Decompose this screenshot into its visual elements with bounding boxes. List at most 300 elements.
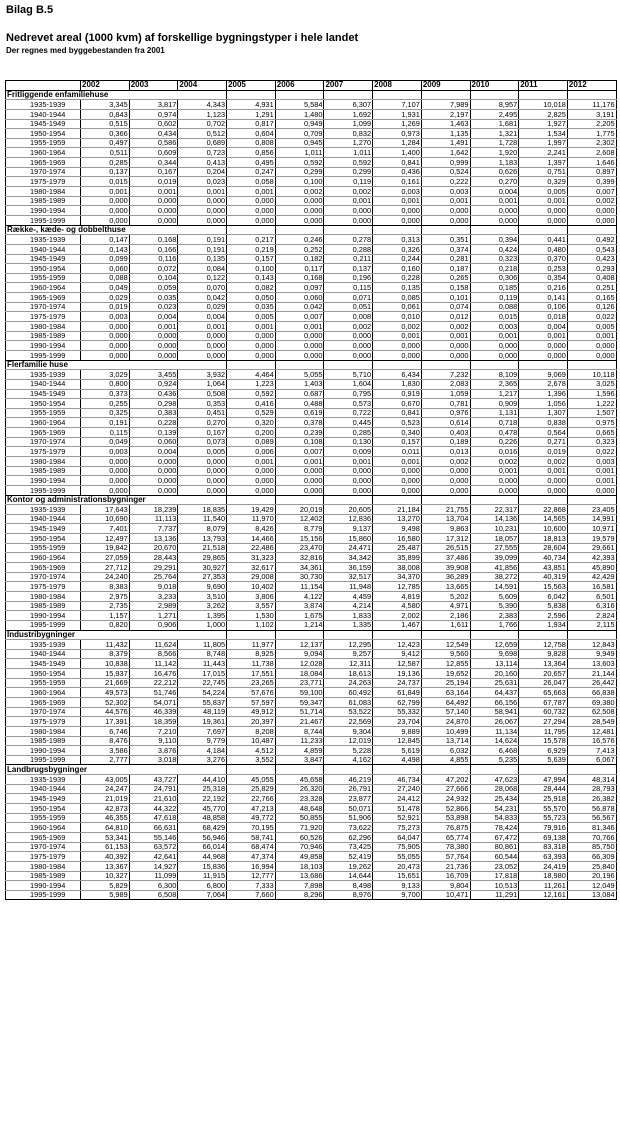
table-row [6,611,617,621]
value-cell: 29,865 [178,553,227,563]
value-cell: 5,639 [519,755,568,765]
value-cell: 46,219 [324,775,373,785]
year-header-cell: 2003 [129,81,178,91]
table-row [6,206,617,216]
value-cell: 0,000 [373,215,422,225]
value-cell: 0,060 [129,437,178,447]
value-cell: 0,168 [275,273,324,283]
value-cell: 1,642 [421,148,470,158]
value-cell: 42,429 [567,572,616,582]
value-cell: 1,056 [519,399,568,409]
value-cell: 21,184 [373,505,422,515]
value-cell: 0,060 [81,264,130,274]
value-cell: 12,019 [324,736,373,746]
value-cell: 0,000 [81,476,130,486]
data-table [5,80,617,900]
table-row [6,485,617,495]
year-header-cell: 2009 [421,81,470,91]
value-cell: 1,059 [421,389,470,399]
value-cell: 61,083 [324,698,373,708]
table-row [6,669,617,679]
value-cell: 22,486 [227,543,276,553]
value-cell: 19,361 [178,717,227,727]
value-cell: 58,941 [470,707,519,717]
value-cell: 0,000 [81,341,130,351]
period-label: 1945-1949 [6,389,81,399]
value-cell: 1,596 [567,389,616,399]
value-cell: 24,240 [81,572,130,582]
value-cell: 11,432 [81,640,130,650]
value-cell: 20,670 [129,543,178,553]
value-cell: 5,829 [81,881,130,891]
value-cell: 78,380 [421,842,470,852]
table-row [6,293,617,303]
period-label: 1990-1994 [6,881,81,891]
value-cell: 3,233 [129,591,178,601]
value-cell: 20,160 [470,669,519,679]
empty-cell [421,225,470,235]
value-cell: 0,218 [470,264,519,274]
value-cell: 24,419 [519,861,568,871]
value-cell: 2,115 [567,620,616,630]
period-label: 1960-1964 [6,823,81,833]
value-cell: 24,791 [129,784,178,794]
appendix-label: Bilag B.5 [6,4,54,16]
value-cell: 5,055 [275,370,324,380]
value-cell: 1,011 [275,148,324,158]
value-cell: 67,472 [470,832,519,842]
value-cell: 2,383 [470,611,519,621]
period-label: 1950-1954 [6,129,81,139]
value-cell: 0,204 [178,167,227,177]
empty-cell [227,630,276,640]
value-cell: 9,498 [373,524,422,534]
value-cell: 0,619 [275,408,324,418]
value-cell: 8,976 [324,890,373,900]
value-cell: 0,000 [129,476,178,486]
value-cell: 0,665 [567,428,616,438]
value-cell: 0,000 [81,196,130,206]
table-row [6,399,617,409]
empty-cell [324,630,373,640]
value-cell: 61,849 [373,688,422,698]
value-cell: 0,000 [519,485,568,495]
period-label: 1935-1939 [6,370,81,380]
period-label: 1995-1999 [6,890,81,900]
value-cell: 46,355 [81,813,130,823]
period-label: 1940-1944 [6,514,81,524]
value-cell: 0,007 [275,447,324,457]
value-cell: 11,540 [178,514,227,524]
value-cell: 0,139 [129,428,178,438]
value-cell: 2,083 [421,379,470,389]
value-cell: 11,154 [275,582,324,592]
value-cell: 0,000 [178,466,227,476]
value-cell: 0,000 [129,215,178,225]
value-cell: 64,810 [81,823,130,833]
value-cell: 0,253 [519,264,568,274]
value-cell: 0,000 [275,196,324,206]
empty-cell [470,90,519,100]
value-cell: 0,000 [373,476,422,486]
period-label: 1995-1999 [6,755,81,765]
value-cell: 0,001 [324,196,373,206]
value-cell: 0,999 [421,158,470,168]
value-cell: 47,994 [519,775,568,785]
value-cell: 66,631 [129,823,178,833]
value-cell: 0,000 [275,215,324,225]
value-cell: 5,609 [470,591,519,601]
table-row [6,804,617,814]
value-cell: 60,732 [519,707,568,717]
value-cell: 25,764 [129,572,178,582]
value-cell: 13,686 [275,871,324,881]
value-cell: 2,975 [81,591,130,601]
period-label: 1945-1949 [6,659,81,669]
value-cell: 0,285 [324,428,373,438]
value-cell: 7,333 [227,881,276,891]
period-label: 1990-1994 [6,746,81,756]
value-cell: 64,492 [421,698,470,708]
period-label: 1975-1979 [6,717,81,727]
value-cell: 0,073 [178,437,227,447]
value-cell: 6,746 [81,726,130,736]
value-cell: 0,974 [129,109,178,119]
value-cell: 1,931 [373,109,422,119]
value-cell: 0,000 [324,215,373,225]
value-cell: 0,000 [373,341,422,351]
table-row [6,784,617,794]
value-cell: 1,396 [519,389,568,399]
value-cell: 0,626 [470,167,519,177]
period-label: 1940-1944 [6,109,81,119]
value-cell: 0,001 [373,331,422,341]
value-cell: 0,004 [129,447,178,457]
value-cell: 0,119 [324,177,373,187]
value-cell: 0,187 [421,264,470,274]
value-cell: 0,354 [519,273,568,283]
value-cell: 0,592 [227,389,276,399]
value-cell: 0,191 [81,418,130,428]
value-cell: 7,064 [178,890,227,900]
value-cell: 0,099 [81,254,130,264]
value-cell: 0,117 [275,264,324,274]
value-cell: 75,905 [373,842,422,852]
value-cell: 47,374 [227,852,276,862]
value-cell: 48,314 [567,775,616,785]
value-cell: 0,001 [373,456,422,466]
value-cell: 0,299 [324,167,373,177]
value-cell: 12,758 [519,640,568,650]
value-cell: 52,866 [421,804,470,814]
value-cell: 0,000 [178,341,227,351]
value-cell: 0,003 [470,322,519,332]
value-cell: 0,843 [81,109,130,119]
value-cell: 0,492 [567,235,616,245]
value-cell: 0,373 [81,389,130,399]
value-cell: 0,000 [178,485,227,495]
value-cell: 0,200 [227,428,276,438]
value-cell: 0,592 [324,158,373,168]
value-cell: 1,307 [519,408,568,418]
value-cell: 2,302 [567,138,616,148]
value-cell: 44,322 [129,804,178,814]
value-cell: 12,161 [519,890,568,900]
value-cell: 2,197 [421,109,470,119]
value-cell: 8,925 [227,649,276,659]
value-cell: 16,709 [421,871,470,881]
value-cell: 62,508 [567,707,616,717]
value-cell: 0,001 [227,456,276,466]
value-cell: 1,530 [227,611,276,621]
value-cell: 12,137 [275,640,324,650]
value-cell: 23,704 [373,717,422,727]
empty-cell [470,630,519,640]
value-cell: 4,855 [421,755,470,765]
section-title: Industribygninger [6,630,227,640]
value-cell: 0,000 [373,485,422,495]
value-cell: 0,137 [324,264,373,274]
value-cell: 2,186 [421,611,470,621]
period-label: 1980-1984 [6,322,81,332]
value-cell: 14,624 [470,736,519,746]
value-cell: 0,702 [178,119,227,129]
value-cell: 4,459 [324,591,373,601]
value-cell: 0,841 [373,158,422,168]
value-cell: 15,563 [519,582,568,592]
value-cell: 1,270 [324,138,373,148]
value-cell: 4,580 [373,601,422,611]
value-cell: 7,107 [373,100,422,110]
section-title: Fritliggende enfamiliehuse [6,90,227,100]
period-label: 1965-1969 [6,428,81,438]
value-cell: 3,847 [275,755,324,765]
value-cell: 52,921 [373,813,422,823]
value-cell: 27,555 [470,543,519,553]
value-cell: 2,596 [519,611,568,621]
value-cell: 0,000 [178,350,227,360]
period-label: 1980-1984 [6,187,81,197]
value-cell: 48,119 [178,707,227,717]
value-cell: 1,321 [470,129,519,139]
value-cell: 0,035 [129,293,178,303]
value-cell: 34,370 [373,572,422,582]
value-cell: 0,441 [519,235,568,245]
value-cell: 0,049 [81,437,130,447]
value-cell: 6,468 [470,746,519,756]
value-cell: 11,443 [178,659,227,669]
value-cell: 0,009 [324,447,373,457]
value-cell: 11,134 [470,726,519,736]
value-cell: 43,005 [81,775,130,785]
value-cell: 0,000 [275,466,324,476]
period-label: 1975-1979 [6,177,81,187]
value-cell: 24,263 [324,678,373,688]
value-cell: 3,876 [129,746,178,756]
value-cell: 4,162 [324,755,373,765]
value-cell: 9,804 [421,881,470,891]
value-cell: 1,675 [275,611,324,621]
value-cell: 8,208 [227,726,276,736]
table-row [6,832,617,842]
value-cell: 0,000 [81,485,130,495]
empty-cell [227,765,276,775]
value-cell: 0,251 [567,283,616,293]
value-cell: 0,000 [129,341,178,351]
value-cell: 0,122 [178,273,227,283]
value-cell: 0,000 [519,215,568,225]
period-label: 1950-1954 [6,534,81,544]
value-cell: 25,918 [519,794,568,804]
value-cell: 2,989 [129,601,178,611]
value-cell: 2,241 [519,148,568,158]
value-cell: 1,934 [519,620,568,630]
table-row [6,331,617,341]
value-cell: 0,945 [275,138,324,148]
value-cell: 12,836 [324,514,373,524]
table-row [6,524,617,534]
value-cell: 6,067 [567,755,616,765]
value-cell: 70,195 [227,823,276,833]
value-cell: 0,119 [470,293,519,303]
table-row [6,379,617,389]
period-label: 1940-1944 [6,784,81,794]
value-cell: 11,738 [227,659,276,669]
value-cell: 0,265 [421,273,470,283]
value-cell: 9,698 [470,649,519,659]
value-cell: 0,147 [81,235,130,245]
value-cell: 0,370 [519,254,568,264]
value-cell: 1,397 [519,158,568,168]
table-row [6,823,617,833]
empty-cell [324,90,373,100]
empty-cell [324,495,373,505]
section-title: Flerfamilie huse [6,360,227,370]
value-cell: 8,109 [470,370,519,380]
period-label: 1995-1999 [6,620,81,630]
value-cell: 0,022 [567,447,616,457]
period-label: 1985-1989 [6,871,81,881]
value-cell: 0,116 [129,254,178,264]
value-cell: 20,397 [227,717,276,727]
value-cell: 0,497 [81,138,130,148]
value-cell: 32,517 [324,572,373,582]
value-cell: 24,932 [421,794,470,804]
value-cell: 45,890 [567,563,616,573]
table-row [6,158,617,168]
value-cell: 10,499 [421,726,470,736]
value-cell: 16,580 [373,534,422,544]
value-cell: 21,610 [129,794,178,804]
value-cell: 0,424 [470,244,519,254]
value-cell: 28,604 [519,543,568,553]
value-cell: 53,522 [324,707,373,717]
empty-cell [421,630,470,640]
value-cell: 7,401 [81,524,130,534]
value-cell: 0,949 [275,119,324,129]
value-cell: 4,184 [178,746,227,756]
value-cell: 8,079 [178,524,227,534]
value-cell: 7,232 [421,370,470,380]
table-row [6,302,617,312]
table-row [6,350,617,360]
table-row [6,659,617,669]
value-cell: 5,989 [81,890,130,900]
value-cell: 6,501 [567,591,616,601]
value-cell: 1,480 [275,109,324,119]
table-row [6,842,617,852]
value-cell: 0,515 [81,119,130,129]
value-cell: 18,057 [470,534,519,544]
value-cell: 28,068 [470,784,519,794]
value-cell: 1,271 [129,611,178,621]
period-label: 1945-1949 [6,794,81,804]
value-cell: 0,592 [275,158,324,168]
value-cell: 17,015 [178,669,227,679]
value-cell: 12,785 [373,582,422,592]
period-label: 1985-1989 [6,736,81,746]
value-cell: 0,413 [178,158,227,168]
value-cell: 0,115 [324,283,373,293]
value-cell: 0,000 [129,350,178,360]
value-cell: 7,989 [421,100,470,110]
value-cell: 12,402 [275,514,324,524]
value-cell: 1,157 [81,611,130,621]
year-header-cell: 2004 [178,81,227,91]
value-cell: 15,860 [324,534,373,544]
value-cell: 57,676 [227,688,276,698]
value-cell: 19,136 [373,669,422,679]
value-cell: 0,353 [178,399,227,409]
value-cell: 11,970 [227,514,276,524]
value-cell: 13,114 [470,659,519,669]
table-row [6,254,617,264]
value-cell: 46,734 [373,775,422,785]
value-cell: 0,383 [129,408,178,418]
value-cell: 13,136 [129,534,178,544]
value-cell: 36,159 [324,563,373,573]
value-cell: 42,393 [567,553,616,563]
value-cell: 1,123 [178,109,227,119]
value-cell: 0,423 [567,254,616,264]
table-row [6,678,617,688]
value-cell: 2,678 [519,379,568,389]
value-cell: 32,816 [275,553,324,563]
value-cell: 0,288 [324,244,373,254]
period-label: 1945-1949 [6,524,81,534]
value-cell: 0,003 [421,187,470,197]
value-cell: 0,001 [470,331,519,341]
value-cell: 4,971 [421,601,470,611]
value-cell: 0,000 [421,476,470,486]
value-cell: 0,614 [421,418,470,428]
value-cell: 0,000 [324,331,373,341]
value-cell: 68,474 [227,842,276,852]
value-cell: 0,543 [567,244,616,254]
value-cell: 0,000 [178,206,227,216]
value-cell: 0,002 [567,196,616,206]
value-cell: 24,247 [81,784,130,794]
table-row [6,476,617,486]
value-cell: 0,451 [178,408,227,418]
period-label: 1980-1984 [6,591,81,601]
table-row [6,312,617,322]
value-cell: 12,845 [373,736,422,746]
value-cell: 10,327 [81,871,130,881]
value-cell: 0,005 [178,447,227,457]
value-cell: 11,291 [470,890,519,900]
empty-cell [324,765,373,775]
